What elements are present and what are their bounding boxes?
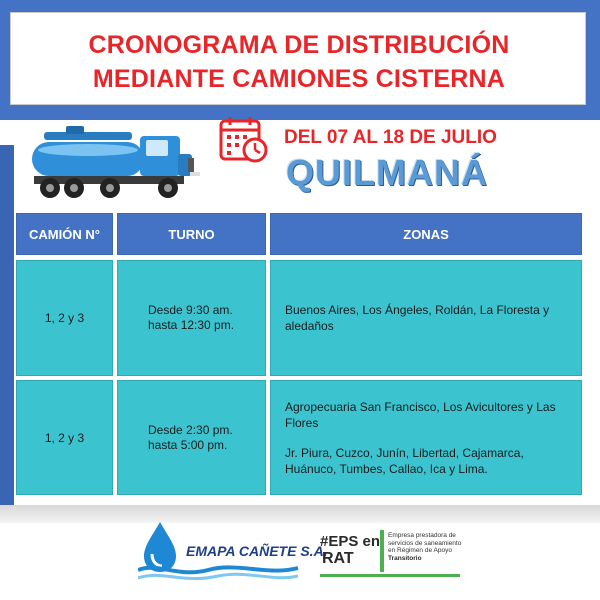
row2-camion [16,380,113,495]
row1-camion [16,260,113,376]
row1-zonas [270,260,582,376]
row2-zonas-group-1: Agropecuaria San Francisco, Los Avicultores y Las Flores [285,399,556,430]
row2-zonas-group-2: Jr. Piura, Cuzco, Junín, Libertad, Cajamarca, Huánuco, Tumbes, Callao, Ica y Lima. [285,445,524,476]
row1-camion-text: 1, 2 y 3 [44,311,85,325]
city-name: QUILMANÁ [286,152,488,193]
title-line-2: MEDIANTE CAMIONES CISTERNA [92,65,506,93]
water-tanker-truck-icon [28,118,208,206]
header-turno: TURNO [117,213,266,255]
calendar-clock-icon [218,115,270,165]
date-range: DEL 07 AL 18 DE JULIO [284,127,497,148]
footer-divider-band [0,505,600,523]
row2-camion-text: 1, 2 y 3 [44,430,85,445]
row1-turno [117,260,266,376]
eps-desc-bold: Transitorio [388,554,422,562]
row1-turno-start: Desde 9:30 am. [148,303,233,317]
title-line-1: CRONOGRAMA DE DISTRIBUCIÓN [88,31,510,59]
eps-desc-main: Empresa prestadora de servicios de saneamiento en Régimen de Apoyo [388,532,462,554]
eps-logo-line2: RAT [322,550,354,567]
row2-turno-end: hasta 5:00 pm. [148,437,228,452]
row1-turno-end: hasta 12:30 pm. [148,318,235,332]
row1-zonas-text: Buenos Aires, Los Ángeles, Roldán, La Floresta y aledaños [285,303,550,333]
eps-logo-description [388,532,468,562]
header-zonas: ZONAS [270,213,582,255]
row2-turno-start: Desde 2:30 pm. [148,422,233,437]
header-camion: CAMIÓN N° [16,213,113,255]
emapa-logo-text: EMAPA CAÑETE S.A. [186,543,328,559]
eps-logo-divider [380,530,384,572]
row2-zonas [270,380,582,495]
left-accent-strip [0,145,14,505]
eps-logo-underline [320,574,460,577]
row2-turno [117,380,266,495]
title-card [10,12,586,105]
eps-logo-line1: #EPS en [320,533,381,550]
